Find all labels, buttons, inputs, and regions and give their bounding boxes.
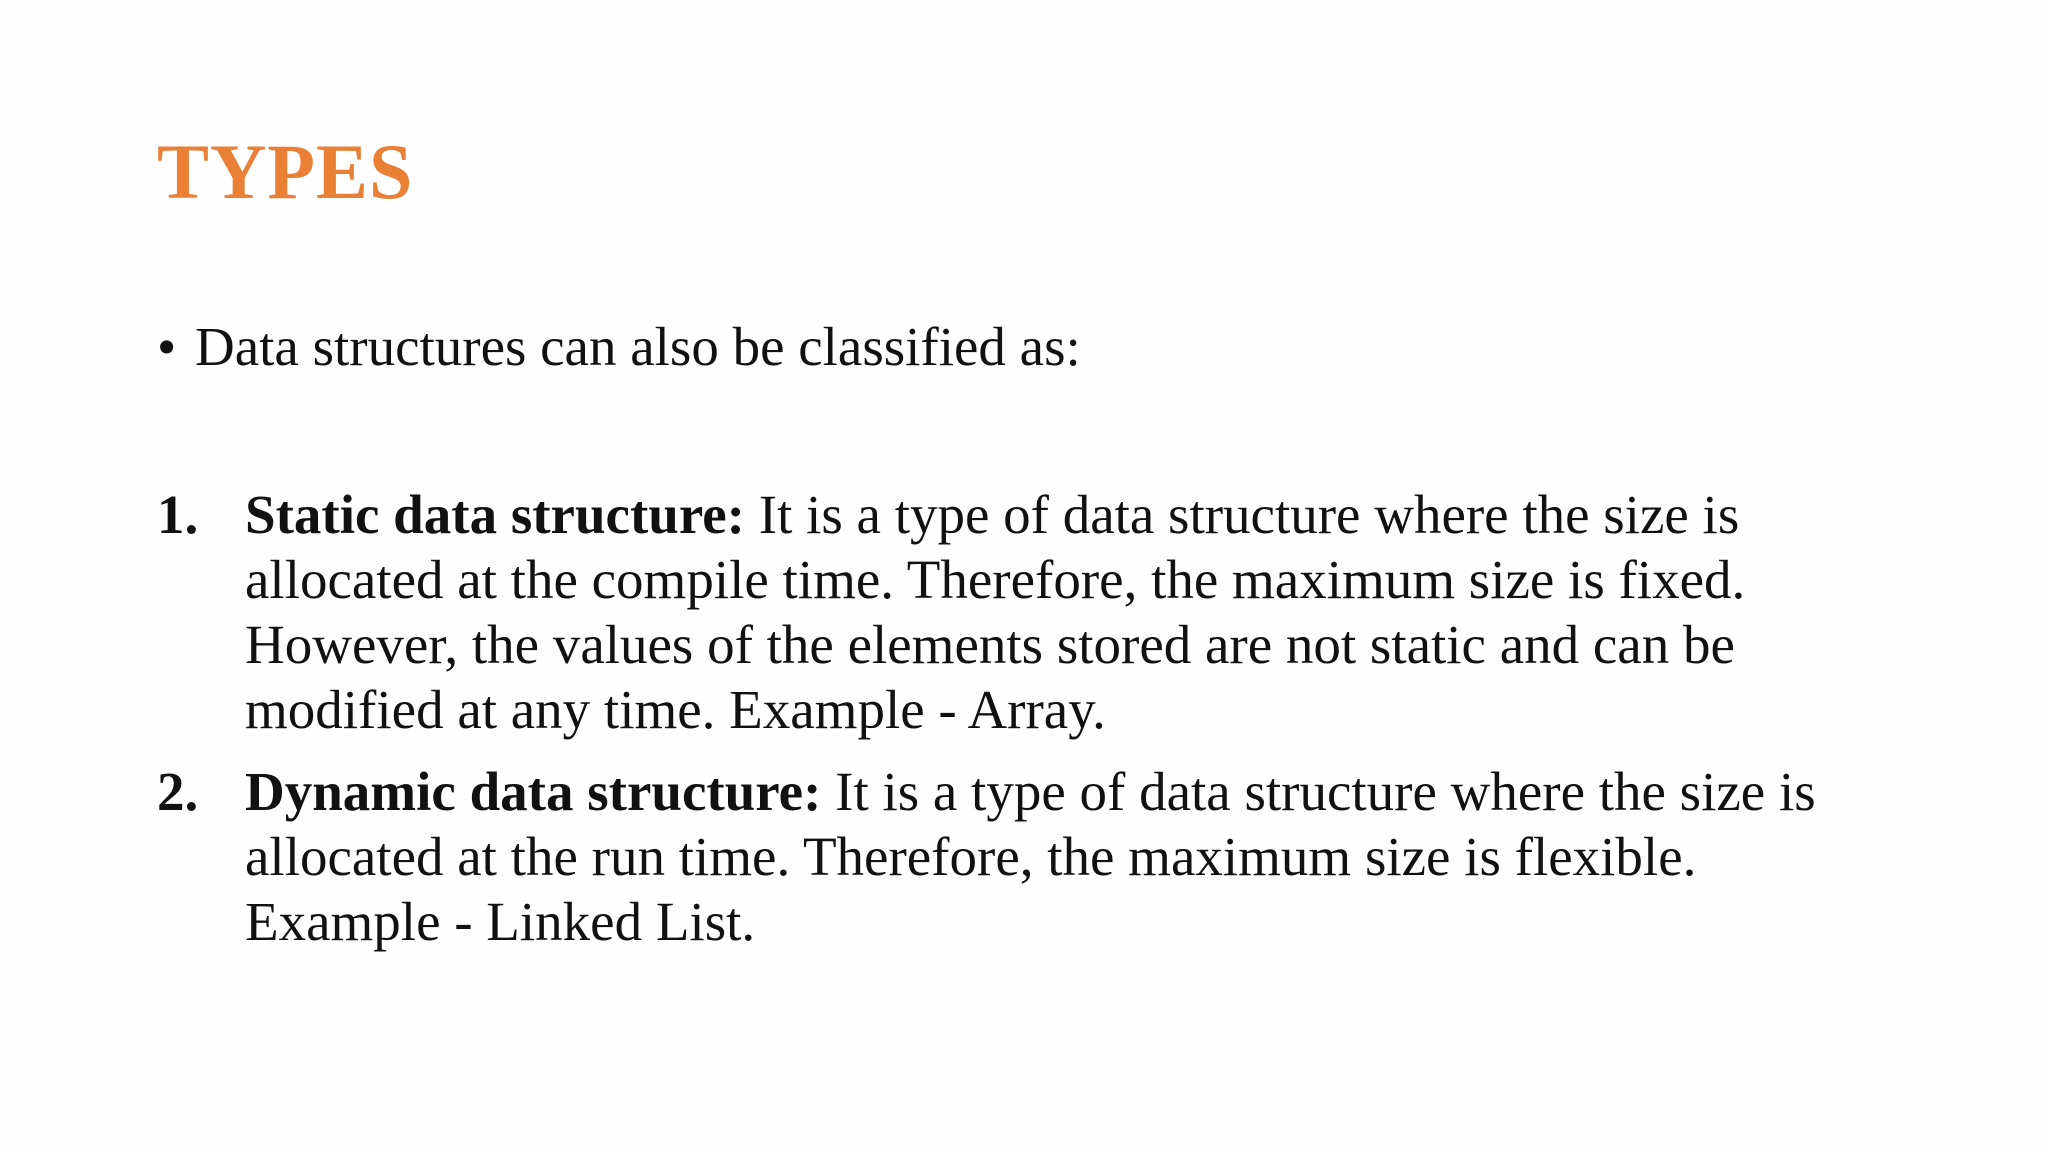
list-item-dynamic	[157, 759, 1897, 954]
list-item-term: Dynamic data structure:	[245, 761, 822, 822]
list-item-number: 2.	[157, 761, 199, 822]
list-item-description: It is a type of data structure where the size is allocated at the compile time. Therefore, the maximum size is fixed. However, the values of the elements stored are not static and can be modified at any time. Example - Array.	[245, 484, 1746, 740]
list-item-description: It is a type of data structure where the size is allocated at the run time. Therefore, the maximum size is flexible. Example - Linked List.	[245, 761, 1816, 952]
list-item-static	[157, 482, 1897, 742]
list-item-term: Static data structure:	[245, 484, 745, 545]
numbered-list	[157, 482, 1897, 971]
bullet-icon: •	[157, 316, 177, 377]
intro-text: Data structures can also be classified as:	[195, 316, 1081, 377]
slide-title: TYPES	[157, 128, 414, 215]
list-item-number: 1.	[157, 484, 199, 545]
intro-bullet	[157, 312, 1081, 382]
